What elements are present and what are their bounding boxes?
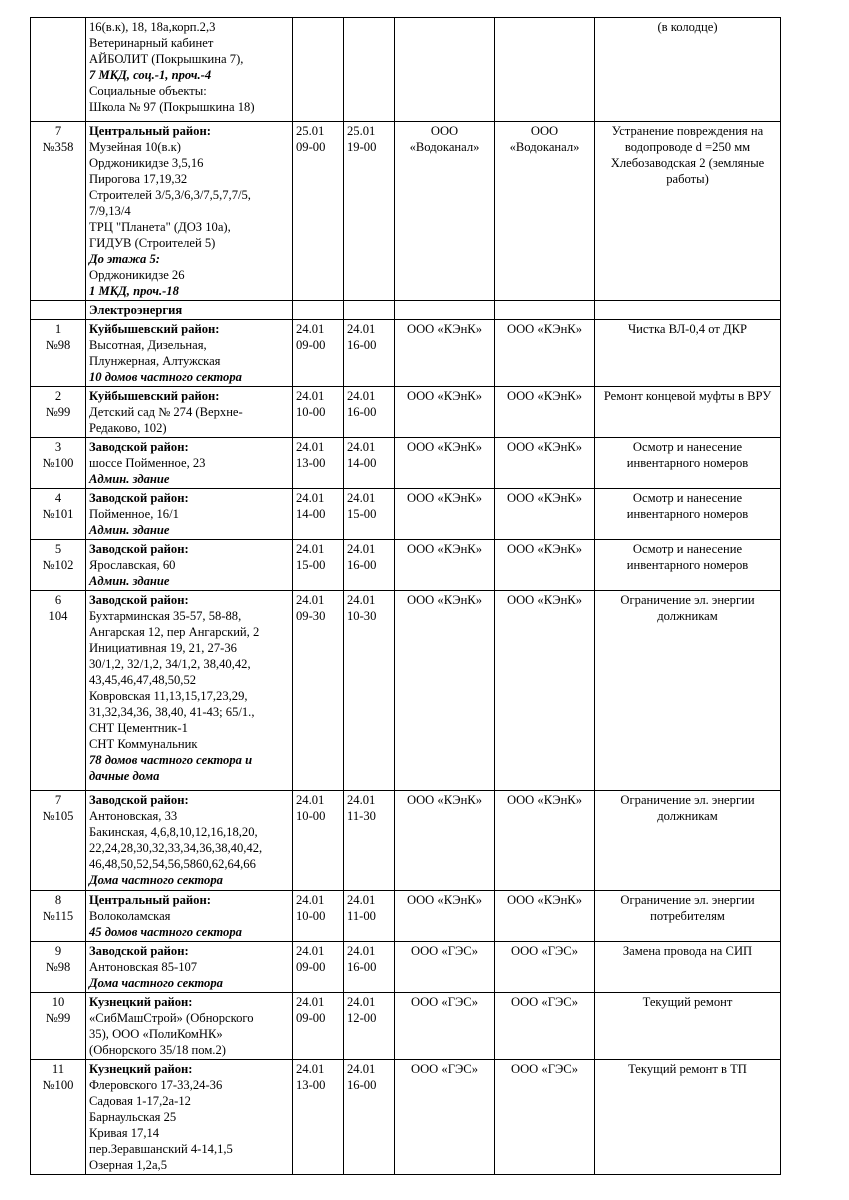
responsible-org-cell: ООО «КЭнК» [495,891,595,942]
time-value: 16-00 [347,405,377,419]
address-summary: Админ. здание [89,574,170,588]
address-cell [86,942,293,993]
reason-cell: Ограничение эл. энергии должникам [595,591,781,791]
date-value: 25.01 [347,124,376,138]
executor-org-cell [395,18,495,122]
time-value: 13-00 [296,456,326,470]
responsible-org-cell: ООО «КЭнК» [495,387,595,438]
table-row [31,540,781,591]
district-heading: Кузнецкий район: [89,995,193,1009]
address-summary: Админ. здание [89,523,170,537]
address-summary: дачные дома [89,769,160,783]
time-value: 09-00 [296,338,326,352]
row-number-cell [31,320,86,387]
reason-cell: (в колодце) [595,18,781,122]
end-cell [344,993,395,1060]
start-cell [293,942,344,993]
section-title: Электроэнергия [86,301,293,320]
address-summary: 78 домов частного сектора и [89,753,253,767]
address-line: Орджоникидзе 3,5,16 [89,156,204,170]
time-value: 10-00 [296,809,326,823]
start-cell [293,320,344,387]
row-number-cell [31,387,86,438]
table-row [31,18,781,122]
address-line: Ангарская 12, пер Ангарский, 2 [89,625,260,639]
time-value: 13-00 [296,1078,326,1092]
row-number: 6 [54,593,62,607]
section-empty-cell [344,301,395,320]
address-line: (Обнорского 35/18 пом.2) [89,1043,226,1057]
date-value: 24.01 [296,793,325,807]
address-line: 16(в.к), 18, 18а,корп.2,3 [89,20,216,34]
time-value: 11-00 [347,909,376,923]
date-value: 24.01 [296,995,325,1009]
address-cell [86,438,293,489]
district-heading: Центральный район: [89,124,211,138]
row-number: 9 [54,944,62,958]
reason-cell: Осмотр и нанесение инвентарного номеров [595,540,781,591]
table-row [31,891,781,942]
district-heading: Куйбышевский район: [89,389,220,403]
start-cell [293,891,344,942]
table-body [31,18,781,1175]
address-line: Антоновская 85-107 [89,960,198,974]
reason-cell: Ограничение эл. энергии должникам [595,791,781,891]
district-heading: Кузнецкий район: [89,1062,193,1076]
row-number-cell [31,591,86,791]
end-cell [344,1060,395,1175]
request-number: №99 [45,405,71,419]
responsible-org-cell: ООО «КЭнК» [495,791,595,891]
request-number: №101 [42,507,74,521]
reason-cell: Осмотр и нанесение инвентарного номеров [595,438,781,489]
date-value: 24.01 [296,440,325,454]
table-row [31,791,781,891]
address-line: Пирогова 17,19,32 [89,172,188,186]
responsible-org-cell: ООО «КЭнК» [495,320,595,387]
address-summary: 45 домов частного сектора [89,925,242,939]
table-row [31,387,781,438]
time-value: 16-00 [347,1078,377,1092]
end-cell [344,438,395,489]
date-value: 24.01 [347,944,376,958]
row-number: 7 [54,124,62,138]
table-row [31,993,781,1060]
address-line: Флеровского 17-33,24-36 [89,1078,223,1092]
document-page [30,17,780,1175]
address-line: 43,45,46,47,48,50,52 [89,673,197,687]
row-number-cell [31,489,86,540]
date-value: 24.01 [296,389,325,403]
district-heading: Заводской район: [89,440,189,454]
time-value: 14-00 [347,456,377,470]
time-value: 16-00 [347,960,377,974]
address-line: Строителей 3/5,3/6,3/7,5,7,7/5, [89,188,251,202]
district-heading: Заводской район: [89,542,189,556]
request-number: №115 [42,909,74,923]
row-number-cell [31,122,86,301]
address-cell [86,993,293,1060]
address-line: Пойменное, 16/1 [89,507,179,521]
start-cell [293,540,344,591]
start-cell [293,387,344,438]
address-cell [86,489,293,540]
table-row [31,320,781,387]
start-cell [293,18,344,122]
time-value: 09-30 [296,609,326,623]
time-value: 11-30 [347,809,376,823]
address-line: Высотная, Дизельная, [89,338,207,352]
date-value: 24.01 [347,893,376,907]
address-line: шоссе Пойменное, 23 [89,456,206,470]
address-summary: 10 домов частного сектора [89,370,242,384]
request-number: №99 [45,1011,71,1025]
section-empty-cell [495,301,595,320]
address-line: АЙБОЛИТ (Покрышкина 7), [89,52,244,66]
row-number-cell [31,540,86,591]
executor-org-cell: ООО «КЭнК» [395,320,495,387]
row-number-cell [31,891,86,942]
executor-org-cell: ООО «ГЭС» [395,942,495,993]
address-line: Бакинская, 4,6,8,10,12,16,18,20, [89,825,258,839]
end-cell [344,18,395,122]
executor-org-cell: ООО «КЭнК» [395,540,495,591]
date-value: 24.01 [347,593,376,607]
date-value: 24.01 [296,542,325,556]
address-line: 22,24,28,30,32,33,34,36,38,40,42, [89,841,263,855]
request-number: №100 [42,1078,74,1092]
start-cell [293,591,344,791]
row-number: 11 [51,1062,65,1076]
address-line: Ярославская, 60 [89,558,176,572]
request-number: №105 [42,809,74,823]
date-value: 24.01 [347,322,376,336]
district-heading: Заводской район: [89,491,189,505]
time-value: 10-30 [347,609,377,623]
end-cell [344,387,395,438]
end-cell [344,891,395,942]
time-value: 10-00 [296,405,326,419]
reason-cell: Устранение повреждения на водопроводе d =250 мм Хлебозаводская 2 (земляные работы) [595,122,781,301]
time-value: 19-00 [347,140,377,154]
date-value: 24.01 [296,491,325,505]
date-value: 24.01 [296,322,325,336]
address-line: Детский сад № 274 (Верхне- [89,405,243,419]
executor-org-cell: ООО «ГЭС» [395,1060,495,1175]
table-row [31,591,781,791]
address-line: 35), ООО «ПолиКомНК» [89,1027,223,1041]
address-cell [86,387,293,438]
reason-cell: Ремонт концевой муфты в ВРУ [595,387,781,438]
address-line: Музейная 10(в.к) [89,140,181,154]
start-cell [293,1060,344,1175]
address-line: пер.Зеравшанский 4-14,1,5 [89,1142,233,1156]
start-cell [293,791,344,891]
address-line: СНТ Цементник-1 [89,721,188,735]
address-line: Плунжерная, Алтужская [89,354,221,368]
time-value: 16-00 [347,338,377,352]
address-summary: До этажа 5: [89,252,160,266]
address-summary: Дома частного сектора [89,976,223,990]
row-number: 7 [54,793,62,807]
address-line: Барнаульская 25 [89,1110,177,1124]
table-row [31,489,781,540]
date-value: 24.01 [347,440,376,454]
end-cell [344,791,395,891]
address-line: Кривая 17,14 [89,1126,160,1140]
end-cell [344,540,395,591]
end-cell [344,320,395,387]
start-cell [293,122,344,301]
section-row [31,301,781,320]
address-line: СНТ Коммунальник [89,737,198,751]
district-heading: Заводской район: [89,944,189,958]
address-cell [86,1060,293,1175]
time-value: 12-00 [347,1011,377,1025]
executor-org-cell: ООО «Водоканал» [395,122,495,301]
address-cell [86,122,293,301]
address-line: «СибМашСтрой» (Обнорского [89,1011,254,1025]
responsible-org-cell [495,18,595,122]
responsible-org-cell: ООО «ГЭС» [495,1060,595,1175]
executor-org-cell: ООО «КЭнК» [395,489,495,540]
address-line: 46,48,50,52,54,56,5860,62,64,66 [89,857,256,871]
district-heading: Центральный район: [89,893,211,907]
date-value: 24.01 [296,893,325,907]
end-cell [344,942,395,993]
address-line: Ветеринарный кабинет [89,36,214,50]
executor-org-cell: ООО «КЭнК» [395,591,495,791]
row-number: 1 [54,322,62,336]
address-line: Орджоникидзе 26 [89,268,185,282]
table-row [31,438,781,489]
executor-org-cell: ООО «ГЭС» [395,993,495,1060]
date-value: 24.01 [347,542,376,556]
address-line: Школа № 97 (Покрышкина 18) [89,100,255,114]
row-number: 10 [51,995,65,1009]
row-number-cell [31,993,86,1060]
time-value: 10-00 [296,909,326,923]
date-value: 24.01 [347,491,376,505]
address-line: Социальные объекты: [89,84,207,98]
time-value: 14-00 [296,507,326,521]
table-row [31,1060,781,1175]
reason-cell: Осмотр и нанесение инвентарного номеров [595,489,781,540]
row-number-cell [31,1060,86,1175]
address-line: ГИДУВ (Строителей 5) [89,236,216,250]
section-empty-cell [395,301,495,320]
address-line: Озерная 1,2а,5 [89,1158,168,1172]
address-line: Садовая 1-17,2а-12 [89,1094,191,1108]
row-number-cell [31,791,86,891]
address-cell [86,791,293,891]
row-number-cell [31,438,86,489]
reason-cell: Ограничение эл. энергии потребителям [595,891,781,942]
executor-org-cell: ООО «КЭнК» [395,891,495,942]
address-cell [86,591,293,791]
request-number: 104 [48,609,68,623]
outage-table [30,17,781,1175]
time-value: 09-00 [296,1011,326,1025]
address-line: Антоновская, 33 [89,809,178,823]
address-summary: Админ. здание [89,472,170,486]
time-value: 16-00 [347,558,377,572]
reason-cell: Текущий ремонт в ТП [595,1060,781,1175]
request-number: №100 [42,456,74,470]
row-number-cell [31,18,86,122]
row-number-cell [31,942,86,993]
time-value: 15-00 [296,558,326,572]
executor-org-cell: ООО «КЭнК» [395,438,495,489]
address-line: Инициативная 19, 21, 27-36 [89,641,237,655]
reason-cell: Текущий ремонт [595,993,781,1060]
request-number: №102 [42,558,74,572]
end-cell [344,591,395,791]
responsible-org-cell: ООО «ГЭС» [495,993,595,1060]
date-value: 24.01 [347,793,376,807]
date-value: 25.01 [296,124,325,138]
address-summary: 7 МКД, соц.-1, проч.-4 [89,68,212,82]
address-line: Волоколамская [89,909,171,923]
time-value: 09-00 [296,960,326,974]
time-value: 15-00 [347,507,377,521]
address-line: Редаково, 102) [89,421,167,435]
start-cell [293,438,344,489]
end-cell [344,122,395,301]
district-heading: Куйбышевский район: [89,322,220,336]
address-cell [86,18,293,122]
reason-cell: Замена провода на СИП [595,942,781,993]
date-value: 24.01 [296,944,325,958]
address-line: 7/9,13/4 [89,204,131,218]
date-value: 24.01 [347,995,376,1009]
responsible-org-cell: ООО «КЭнК» [495,540,595,591]
address-cell [86,891,293,942]
table-row [31,942,781,993]
time-value: 09-00 [296,140,326,154]
date-value: 24.01 [347,389,376,403]
executor-org-cell: ООО «КЭнК» [395,791,495,891]
address-cell [86,320,293,387]
row-number: 5 [54,542,62,556]
start-cell [293,993,344,1060]
request-number: №98 [45,960,71,974]
address-line: 31,32,34,36, 38,40, 41-43; 65/1., [89,705,255,719]
end-cell [344,489,395,540]
responsible-org-cell: ООО «КЭнК» [495,489,595,540]
section-empty-cell [31,301,86,320]
responsible-org-cell: ООО «Водоканал» [495,122,595,301]
row-number: 8 [54,893,62,907]
reason-cell: Чистка ВЛ-0,4 от ДКР [595,320,781,387]
date-value: 24.01 [296,1062,325,1076]
address-summary: Дома частного сектора [89,873,223,887]
start-cell [293,489,344,540]
date-value: 24.01 [347,1062,376,1076]
request-number: №98 [45,338,71,352]
responsible-org-cell: ООО «КЭнК» [495,591,595,791]
request-number: №358 [42,140,74,154]
row-number: 4 [54,491,62,505]
address-line: 30/1,2, 32/1,2, 34/1,2, 38,40,42, [89,657,251,671]
address-line: Ковровская 11,13,15,17,23,29, [89,689,248,703]
district-heading: Заводской район: [89,593,189,607]
district-heading: Заводской район: [89,793,189,807]
address-line: Бухтарминская 35-57, 58-88, [89,609,242,623]
date-value: 24.01 [296,593,325,607]
row-number: 3 [54,440,62,454]
section-empty-cell [595,301,781,320]
table-row [31,122,781,301]
address-line: ТРЦ "Планета" (ДОЗ 10а), [89,220,231,234]
address-cell [86,540,293,591]
address-summary: 1 МКД, проч.-18 [89,284,179,298]
row-number: 2 [54,389,62,403]
responsible-org-cell: ООО «КЭнК» [495,438,595,489]
executor-org-cell: ООО «КЭнК» [395,387,495,438]
section-empty-cell [293,301,344,320]
responsible-org-cell: ООО «ГЭС» [495,942,595,993]
